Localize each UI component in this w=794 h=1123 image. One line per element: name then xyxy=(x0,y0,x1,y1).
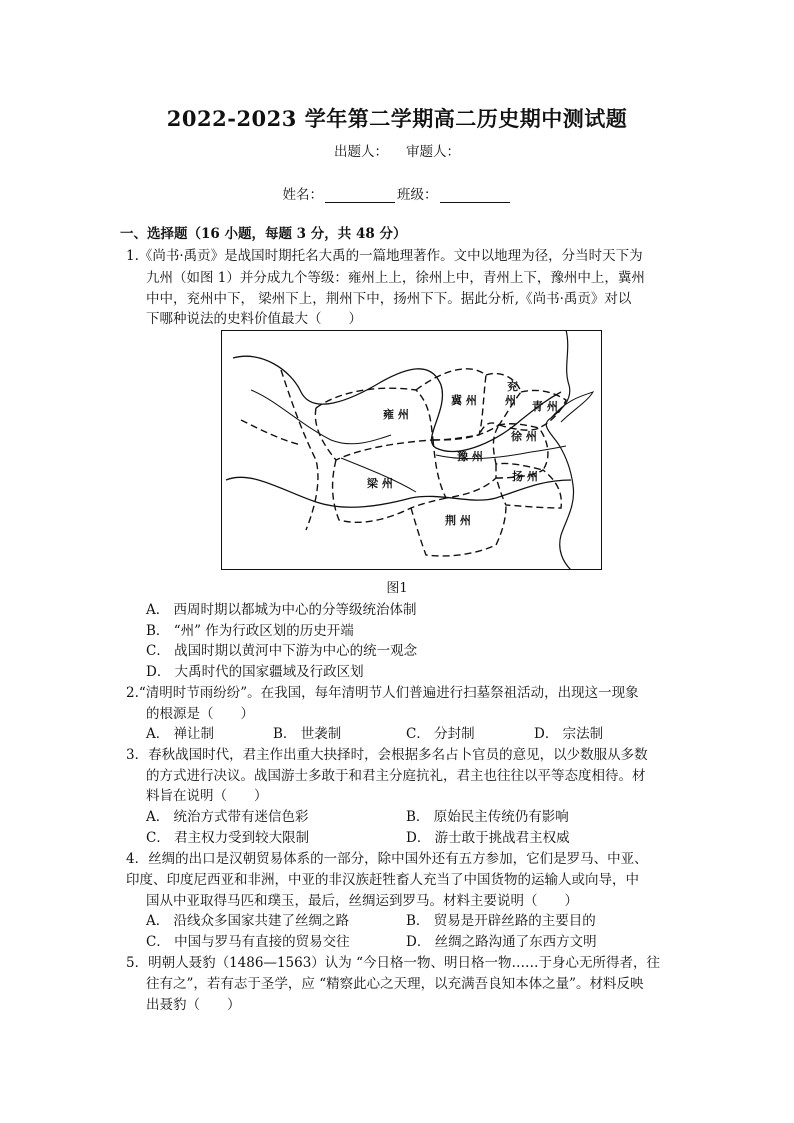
q3-option-b[interactable]: B． 原始民主传统仍有影响 xyxy=(406,809,569,825)
q4-line-1: 4．丝绸的出口是汉朝贸易体系的一部分，除中国外还有五方参加，它们是罗马、中亚、 xyxy=(126,851,648,867)
page-title: 2022-2023 学年第二学期高二历史期中测试题 xyxy=(166,106,628,131)
q1-line-2: 九州（如图 1）并分成九个等级：雍州上上，徐州上中，青州上下，豫州中上，冀州 xyxy=(146,270,645,286)
class-blank[interactable] xyxy=(440,188,510,203)
reviewer-label: 审题人： xyxy=(406,144,460,160)
map-label-liang: 梁 州 xyxy=(367,477,393,490)
setter-label: 出题人： xyxy=(334,144,388,160)
q3-line-2: 的方式进行决议。战国游士多敢于和君主分庭抗礼，君主也往往以平等态度相待。材 xyxy=(146,768,646,784)
q2-option-b[interactable]: B． 世袭制 xyxy=(273,726,342,742)
figure-caption: 图1 xyxy=(386,581,408,596)
q1-option-a[interactable]: A． 西周时期以都城为中心的分等级统治体制 xyxy=(146,602,417,618)
q3-line-3: 料旨在说明（ ） xyxy=(146,788,268,804)
q1-line-1: 1.《尚书·禹贡》是战国时期托名大禹的一篇地理著作。文中以地理为径，分当时天下为 xyxy=(126,248,643,264)
map-label-qing: 青 州 xyxy=(532,400,558,413)
q2-line-1: 2.“清明时节雨纷纷”。在我国，每年清明节人们普遍进行扫墓祭祖活动，出现这一现象 xyxy=(126,685,639,701)
student-info-line xyxy=(0,183,794,203)
q2-option-d[interactable]: D． 宗法制 xyxy=(534,726,604,742)
q3-line-1: 3．春秋战国时代，君主作出重大抉择时，会根据多名占卜官员的意见，以少数服从多数 xyxy=(126,747,648,763)
q2-option-c[interactable]: C． 分封制 xyxy=(406,726,475,742)
name-label: 姓名： xyxy=(282,187,323,203)
q4-line-2: 印度、印度尼西亚和非洲，中亚的非汉族赶牲畜人充当了中国货物的运输人或向导，中 xyxy=(126,872,639,888)
map-label-yong: 雍 州 xyxy=(383,408,409,421)
map-label-yan-2: 州 xyxy=(505,394,516,407)
q1-line-3: 中中，兖州中下， 梁州下上，荆州下中，扬州下下。据此分析,《尚书·禹贡》对以 xyxy=(146,291,632,307)
q5-line-1: 5．明朝人聂豹（1486—1563）认为 “今日格一物、明日格一物……于身心无所得者，往 xyxy=(126,955,660,971)
q4-option-b[interactable]: B． 贸易是开辟丝路的主要目的 xyxy=(406,913,596,929)
map-label-yu: 豫 州 xyxy=(457,450,483,463)
map-label-yang: 扬 州 xyxy=(512,470,538,483)
q2-option-a[interactable]: A． 禅让制 xyxy=(146,726,215,742)
q3-option-c[interactable]: C． 君主权力受到较大限制 xyxy=(146,830,310,846)
q1-option-d[interactable]: D． 大禹时代的国家疆域及行政区划 xyxy=(146,664,364,680)
map-label-jing: 荆 州 xyxy=(445,514,471,527)
q4-option-a[interactable]: A． 沿线众多国家共建了丝绸之路 xyxy=(146,913,350,929)
map-label-ji: 冀 州 xyxy=(451,394,477,407)
setter-line xyxy=(0,140,794,160)
q5-line-3: 出聂豹（ ） xyxy=(146,997,241,1013)
q3-option-d[interactable]: D． 游士敢于挑战君主权威 xyxy=(406,830,570,846)
name-blank[interactable] xyxy=(325,188,395,203)
q3-option-a[interactable]: A． 统治方式带有迷信色彩 xyxy=(146,809,309,825)
q1-line-4: 下哪种说法的史料价值最大（ ） xyxy=(146,311,362,327)
q1-option-c[interactable]: C． 战国时期以黄河中下游为中心的统一观念 xyxy=(146,643,418,659)
map-label-xu: 徐 州 xyxy=(511,430,537,443)
q4-line-3: 国从中亚取得马匹和璞玉，最后，丝绸运到罗马。材料主要说明（ ） xyxy=(146,893,578,909)
q5-line-2: 往有之”，若有志于圣学，应 “精察此心之天理，以充满吾良知本体之量”。材料反映 xyxy=(146,976,644,992)
nine-provinces-map xyxy=(221,330,602,570)
map-label-yan-1: 兖 xyxy=(507,380,518,393)
q1-option-b[interactable]: B． “州” 作为行政区划的历史开端 xyxy=(146,623,354,639)
class-label: 班级： xyxy=(397,187,438,203)
section-heading: 一、选择题（16 小题，每题 3 分，共 48 分） xyxy=(120,226,407,242)
q4-option-c[interactable]: C． 中国与罗马有直接的贸易交往 xyxy=(146,934,350,950)
q2-line-2: 的根源是（ ） xyxy=(146,706,254,722)
q4-option-d[interactable]: D． 丝绸之路沟通了东西方文明 xyxy=(406,934,597,950)
